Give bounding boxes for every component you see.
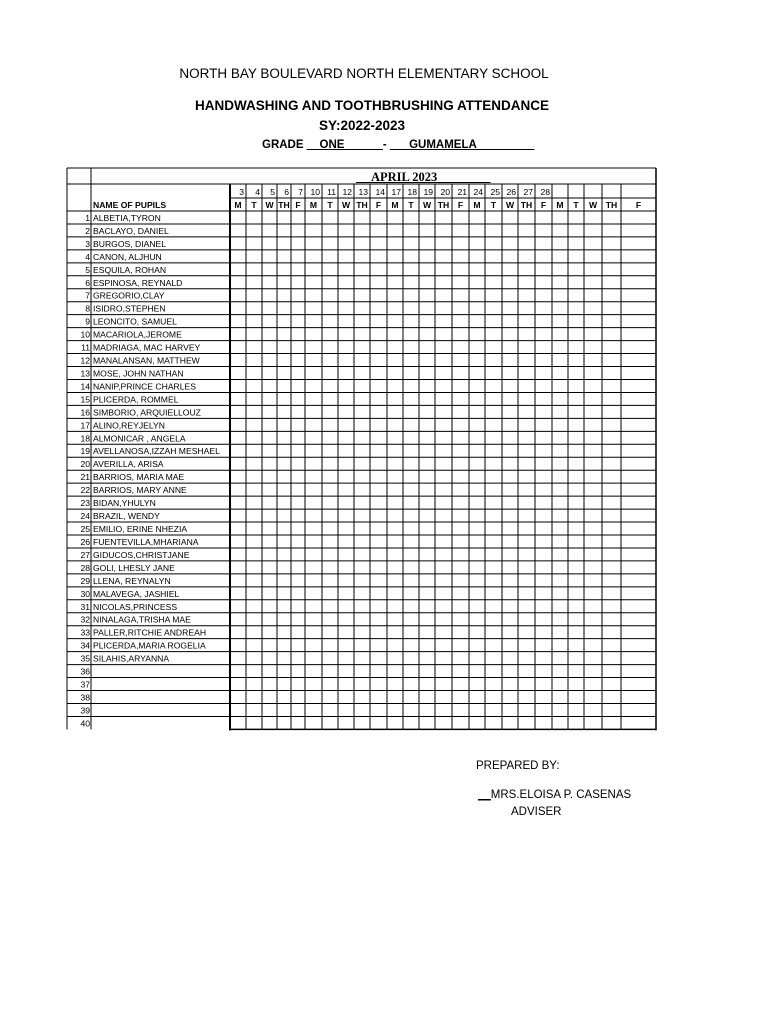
grade-value: ONE: [319, 139, 345, 151]
pupil-name: PALLER,RITCHIE ANDREAH: [93, 627, 207, 638]
date-label: 24: [473, 187, 483, 197]
row-number: 15: [80, 394, 90, 405]
row-number: 9: [85, 316, 90, 327]
date-label: 3: [239, 187, 244, 197]
day-label: M: [309, 200, 318, 210]
row-number: 1: [85, 212, 90, 223]
day-label: TH: [520, 200, 533, 210]
pupil-name: FUENTEVILLA,MHARIANA: [93, 536, 199, 547]
day-label: TH: [278, 200, 290, 210]
date-label: 7: [298, 187, 303, 197]
row-number: 25: [80, 524, 90, 534]
row-number: 4: [85, 251, 90, 262]
pupil-name: LLENA, REYNALYN: [93, 575, 171, 586]
day-label: TH: [437, 200, 450, 210]
pupil-name: MOSE, JOHN NATHAN: [93, 368, 184, 379]
pupil-name: ALBETIA,TYRON: [93, 212, 161, 223]
row-number: 2: [85, 225, 90, 236]
pupil-name: MALAVEGA, JASHIEL: [93, 588, 180, 599]
pupil-name: EMILIO, ERINE NHEZIA: [93, 524, 188, 534]
pupil-name: BURGOS, DIANEL: [93, 238, 167, 249]
day-label: T: [490, 200, 497, 210]
school-name: NORTH BAY BOULEVARD NORTH ELEMENTARY SCHOOL: [179, 66, 549, 81]
pupil-name: NANIP,PRINCE CHARLES: [93, 381, 196, 392]
date-label: 11: [327, 187, 336, 197]
date-label: 13: [358, 187, 368, 197]
row-number: 16: [80, 407, 90, 418]
adviser-name: MRS.ELOISA P. CASENAS: [490, 789, 632, 801]
school-year: SY:2022-2023: [318, 118, 406, 133]
date-label: 18: [407, 187, 417, 197]
date-label: 17: [391, 187, 401, 197]
row-number: 35: [80, 653, 90, 664]
pupil-name: BARRIOS, MARIA MAE: [93, 472, 185, 483]
row-number: 12: [80, 355, 90, 366]
day-label: W: [265, 200, 274, 210]
date-label: 19: [423, 187, 433, 197]
name-column-header: NAME OF PUPILS: [93, 200, 167, 210]
pupil-name: LEONCITO, SAMUEL: [93, 316, 177, 327]
day-label: M: [391, 200, 399, 210]
day-label: F: [540, 200, 547, 210]
row-number: 28: [80, 562, 90, 573]
pupil-name: ALMONICAR , ANGELA: [93, 433, 186, 444]
pupil-name: SILAHIS,ARYANNA: [93, 653, 170, 664]
pupil-name: CANON, ALJHUN: [93, 251, 162, 262]
prepared-by-label: PREPARED BY:: [476, 760, 560, 772]
date-label: 10: [310, 187, 320, 197]
row-number: 37: [80, 679, 90, 690]
row-number: 31: [80, 601, 90, 612]
pupil-name: ISIDRO,STEPHEN: [93, 303, 166, 314]
row-number: 8: [85, 303, 90, 314]
day-label: TH: [605, 200, 618, 210]
day-label: M: [556, 200, 564, 210]
day-label: M: [234, 200, 242, 210]
date-label: 25: [490, 187, 500, 197]
month-title: __ APRIL 2023 ________: [356, 170, 491, 184]
row-number: 23: [80, 498, 90, 509]
pupil-name: BACLAYO, DANIEL: [93, 225, 169, 236]
date-label: 28: [540, 187, 550, 197]
date-label: 21: [457, 187, 467, 197]
day-label: M: [473, 200, 481, 210]
date-label: 14: [375, 187, 385, 197]
date-label: 20: [440, 187, 450, 197]
month-label: APRIL 2023: [370, 170, 438, 184]
day-label: F: [375, 200, 382, 210]
row-number: 26: [80, 536, 90, 547]
pupil-name: GREGORIO,CLAY: [93, 290, 165, 301]
grade-label: GRADE: [262, 139, 304, 151]
pupil-name: NICOLAS,PRINCESS: [93, 601, 178, 612]
date-label: 4: [255, 187, 260, 197]
row-number: 29: [80, 575, 90, 586]
pupil-name: NINALAGA,TRISHA MAE: [93, 614, 191, 625]
pupil-name: ALINO,REYJELYN: [93, 420, 165, 431]
day-label: T: [327, 200, 333, 210]
row-number: 33: [80, 627, 90, 638]
date-label: 12: [342, 187, 352, 197]
row-number: 30: [80, 588, 90, 599]
pupil-name: AVERILLA, ARISA: [93, 459, 164, 470]
pupil-name: BIDAN,YHULYN: [93, 498, 156, 509]
document-title: HANDWASHING AND TOOTHBRUSHING ATTENDANCE: [195, 98, 549, 113]
pupil-name: ESQUILA, ROHAN: [93, 264, 167, 275]
row-number: 36: [80, 666, 90, 677]
grade-separator: -: [382, 139, 387, 151]
date-label: 5: [270, 187, 275, 197]
row-number: 10: [80, 329, 90, 340]
pupil-name: BRAZIL, WENDY: [93, 511, 160, 522]
date-label: 27: [523, 187, 533, 197]
day-label: T: [251, 200, 257, 210]
row-number: 24: [80, 511, 90, 522]
row-number: 21: [80, 472, 90, 483]
pupil-name: GIDUCOS,CHRISTJANE: [93, 549, 190, 560]
pupil-name: PLICERDA,MARIA ROGELIA: [93, 640, 206, 651]
day-label: W: [505, 200, 515, 210]
day-label: T: [408, 200, 414, 210]
row-number: 3: [85, 238, 90, 249]
day-label: W: [341, 200, 351, 210]
grade-section-line: GRADE __ONE______- ___GUMAMELA_________: [262, 139, 535, 151]
row-number: 22: [80, 485, 90, 496]
day-label: W: [588, 200, 598, 210]
row-number: 32: [80, 614, 90, 625]
day-label: TH: [356, 200, 368, 210]
pupil-name: AVELLANOSA,IZZAH MESHAEL: [93, 446, 220, 457]
row-number: 6: [85, 277, 90, 288]
day-label: F: [295, 200, 301, 210]
row-number: 11: [81, 342, 90, 353]
pupil-name: SIMBORIO, ARQUIELLOUZ: [93, 407, 201, 418]
row-number: 17: [80, 420, 90, 431]
row-number: 20: [80, 459, 90, 470]
row-number: 5: [85, 264, 90, 275]
row-number: 7: [85, 290, 90, 301]
pupil-name: BARRIOS, MARY ANNE: [93, 485, 187, 496]
pupil-name: MADRIAGA, MAC HARVEY: [93, 342, 201, 353]
day-label: F: [457, 200, 464, 210]
row-number: 38: [80, 692, 90, 703]
row-number: 39: [80, 705, 90, 716]
pupil-name: PLICERDA, ROMMEL: [93, 394, 179, 405]
pupil-name: ESPINOSA, REYNALD: [93, 277, 183, 288]
date-label: 26: [506, 187, 516, 197]
pupil-name: MANALANSAN, MATTHEW: [93, 355, 200, 366]
adviser-line: __MRS.ELOISA P. CASENAS: [478, 789, 632, 801]
day-label: T: [573, 200, 579, 210]
pupil-name: GOLI, LHESLY JANE: [93, 562, 175, 573]
date-label: 6: [284, 187, 289, 197]
pupil-name: MACARIOLA,JEROME: [93, 329, 182, 340]
row-number: 27: [80, 549, 90, 560]
row-number: 34: [80, 640, 90, 651]
row-number: 13: [80, 368, 90, 379]
row-number: 19: [80, 446, 90, 457]
section-value: GUMAMELA: [409, 139, 477, 151]
row-number: 14: [80, 381, 90, 392]
row-number: 40: [80, 718, 90, 729]
adviser-title: ADVISER: [511, 806, 562, 818]
day-label: F: [635, 200, 642, 210]
row-number: 18: [80, 433, 90, 444]
day-label: W: [422, 200, 432, 210]
